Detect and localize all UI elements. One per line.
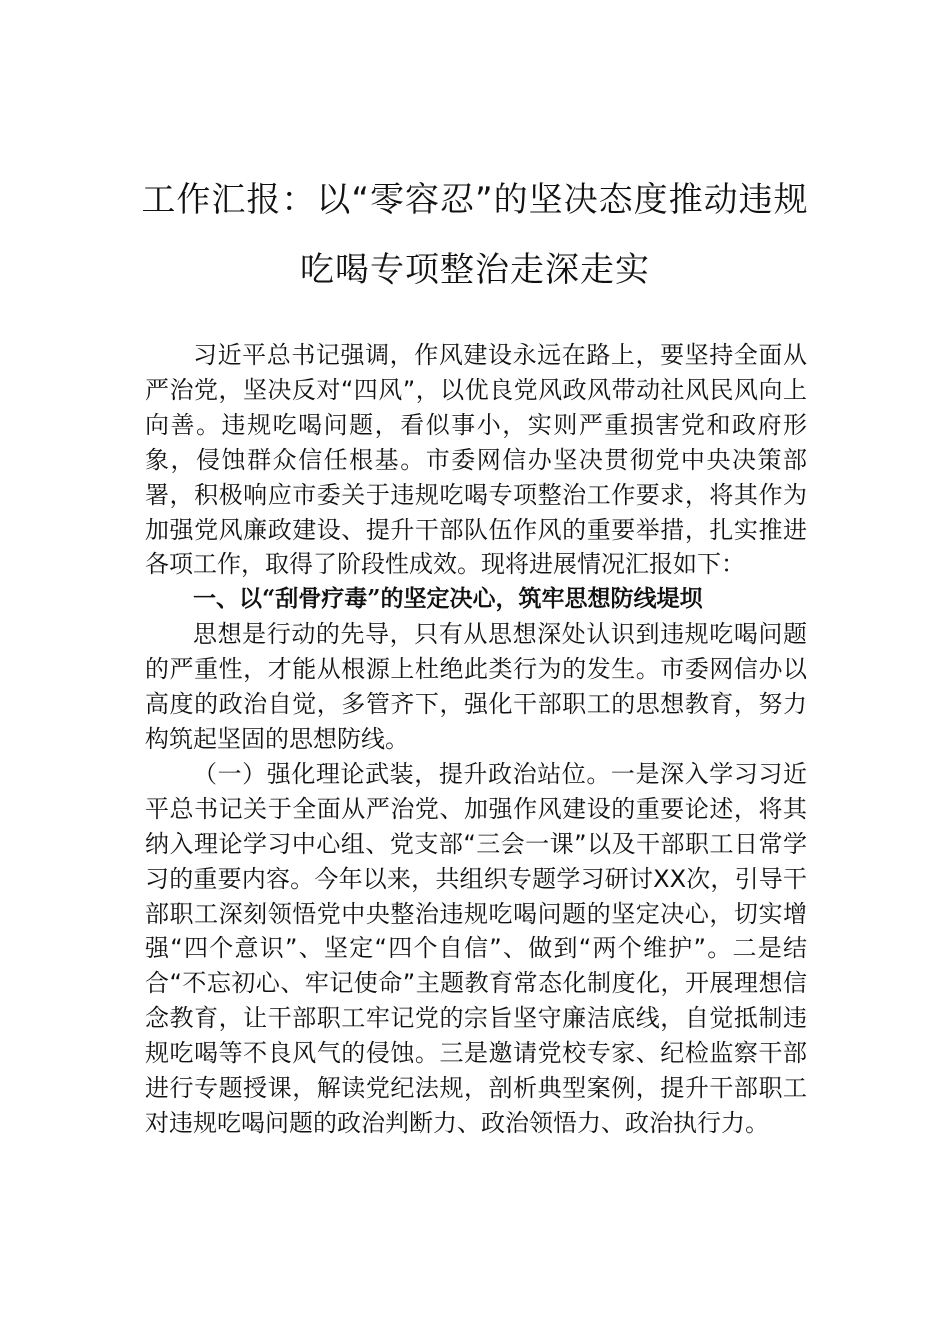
document-body — [145, 338, 807, 1141]
document-title-line-2: 吃喝专项整治走深走实 — [300, 250, 650, 290]
document-title-line-1: 工作汇报：以“零容忍”的坚决态度推动违规 — [141, 180, 809, 220]
intro-paragraph: 习近平总书记强调，作风建设永远在路上，要坚持全面从严治党，坚决反对“四风”，以优良党风政风带动社风民风向上向善。违规吃喝问题，看似事小，实则严重损害党和政府形象，侵蚀群众信任根基。市委网信办坚决贯彻党中央决策部署，积极响应市委关于违规吃喝专项整治工作要求，将其作为加强党风廉政建设、提升干部队伍作风的重要举措，扎实推进各项工作，取得了阶段性成效。现将进展情况汇报如下： — [145, 341, 807, 579]
section-heading-1: 一、以“刮骨疗毒”的坚定决心，筑牢思想防线堤坝 — [193, 585, 703, 613]
section-1-paragraph: 思想是行动的先导，只有从思想深处认识到违规吃喝问题的严重性，才能从根源上杜绝此类行为的发生。市委网信办以高度的政治自觉，多管齐下，强化干部职工的思想教育，努力构筑起坚固的思想防线。 — [145, 620, 807, 753]
subsection-1-paragraph: （一）强化理论武装，提升政治站位。一是深入学习习近平总书记关于全面从严治党、加强作风建设的重要论述，将其纳入理论学习中心组、党支部“三会一课”以及干部职工日常学习的重要内容。今年以来，共组织专题学习研讨XX次，引导干部职工深刻领悟党中央整治违规吃喝问题的坚定决心，切实增强“四个意识”、坚定“四个自信”、做到“两个维护”。二是结合“不忘初心、牢记使命”主题教育常态化制度化，开展理想信念教育，让干部职工牢记党的宗旨坚守廉洁底线，自觉抵制违规吃喝等不良风气的侵蚀。三是邀请党校专家、纪检监察干部进行专题授课，解读党纪法规，剖析典型案例，提升干部职工对违规吃喝问题的政治判断力、政治领悟力、政治执行力。 — [145, 759, 807, 1137]
